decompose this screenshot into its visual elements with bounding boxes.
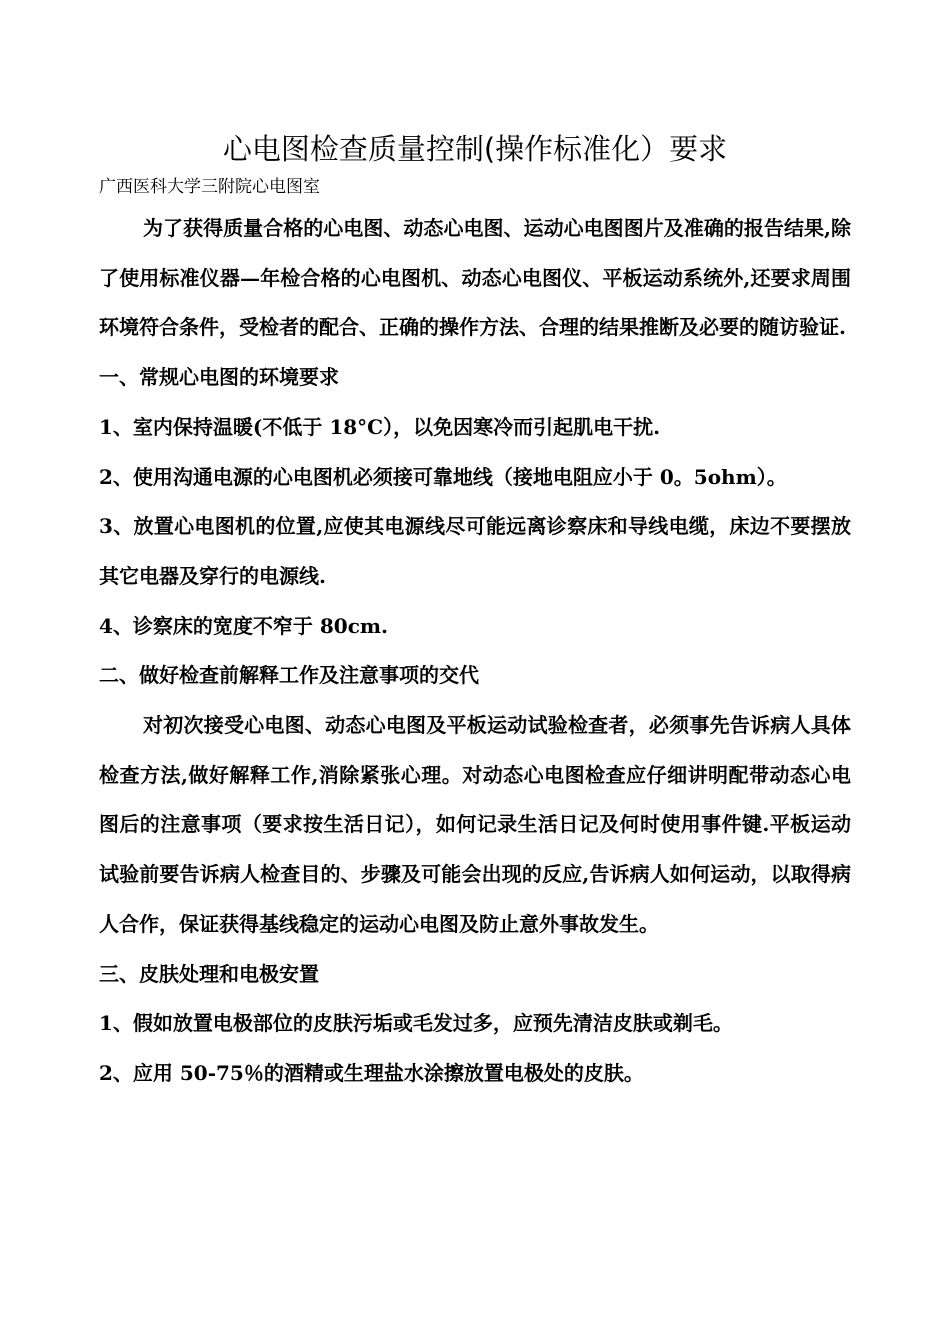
document-title: 心电图检查质量控制(操作标准化）要求 xyxy=(222,132,728,166)
section-2-paragraph: 对初次接受心电图、动态心电图及平板运动试验检查者，必须事先告诉病人具体检查方法,做好解释工作,消除紧张心理。对动态心电图检查应仔细讲明配带动态心电图后的注意事项（要求按生活日记），如何记录生活日记及何时使用事件键.平板运动试验前要告诉病人检查目的、步骤及可能会出现的反应,告诉病人如何运动，以取得病人合作，保证获得基线稳定的运动心电图及防止意外事故发生。 xyxy=(99,713,851,936)
section-3-heading: 三、皮肤处理和电极安置 xyxy=(99,961,319,986)
section-1-item-1: 1、室内保持温暖(不低于 18°C），以免因寒冷而引起肌电干扰. xyxy=(99,414,661,439)
section-3-item-1: 1、假如放置电极部位的皮肤污垢或毛发过多，应预先清洁皮肤或剃毛。 xyxy=(99,1011,733,1036)
section-1-heading: 一、常规心电图的环境要求 xyxy=(99,365,339,390)
intro-paragraph: 为了获得质量合格的心电图、动态心电图、运动心电图图片及准确的报告结果,除了使用标准仪器—年检合格的心电图机、动态心电图仪、平板运动系统外,还要求周围环境符合条件，受检者的配合、正确的操作方法、合理的结果推断及必要的随访验证. xyxy=(99,216,851,340)
section-1-item-2: 2、使用沟通电源的心电图机必须接可靠地线（接地电阻应小于 0。5ohm）。 xyxy=(99,464,787,489)
section-1-item-4: 4、诊察床的宽度不窄于 80cm. xyxy=(99,613,389,638)
section-2-heading: 二、做好检查前解释工作及注意事项的交代 xyxy=(99,663,479,688)
department-name: 广西医科大学三附院心电图室 xyxy=(99,177,320,197)
document-body xyxy=(99,204,851,1099)
section-1-item-3: 3、放置心电图机的位置,应使其电源线尽可能远离诊察床和导线电缆，床边不要摆放其它电器及穿行的电源线. xyxy=(99,514,851,588)
section-3-item-2: 2、应用 50-75％的酒精或生理盐水涂擦放置电极处的皮肤。 xyxy=(99,1060,644,1085)
